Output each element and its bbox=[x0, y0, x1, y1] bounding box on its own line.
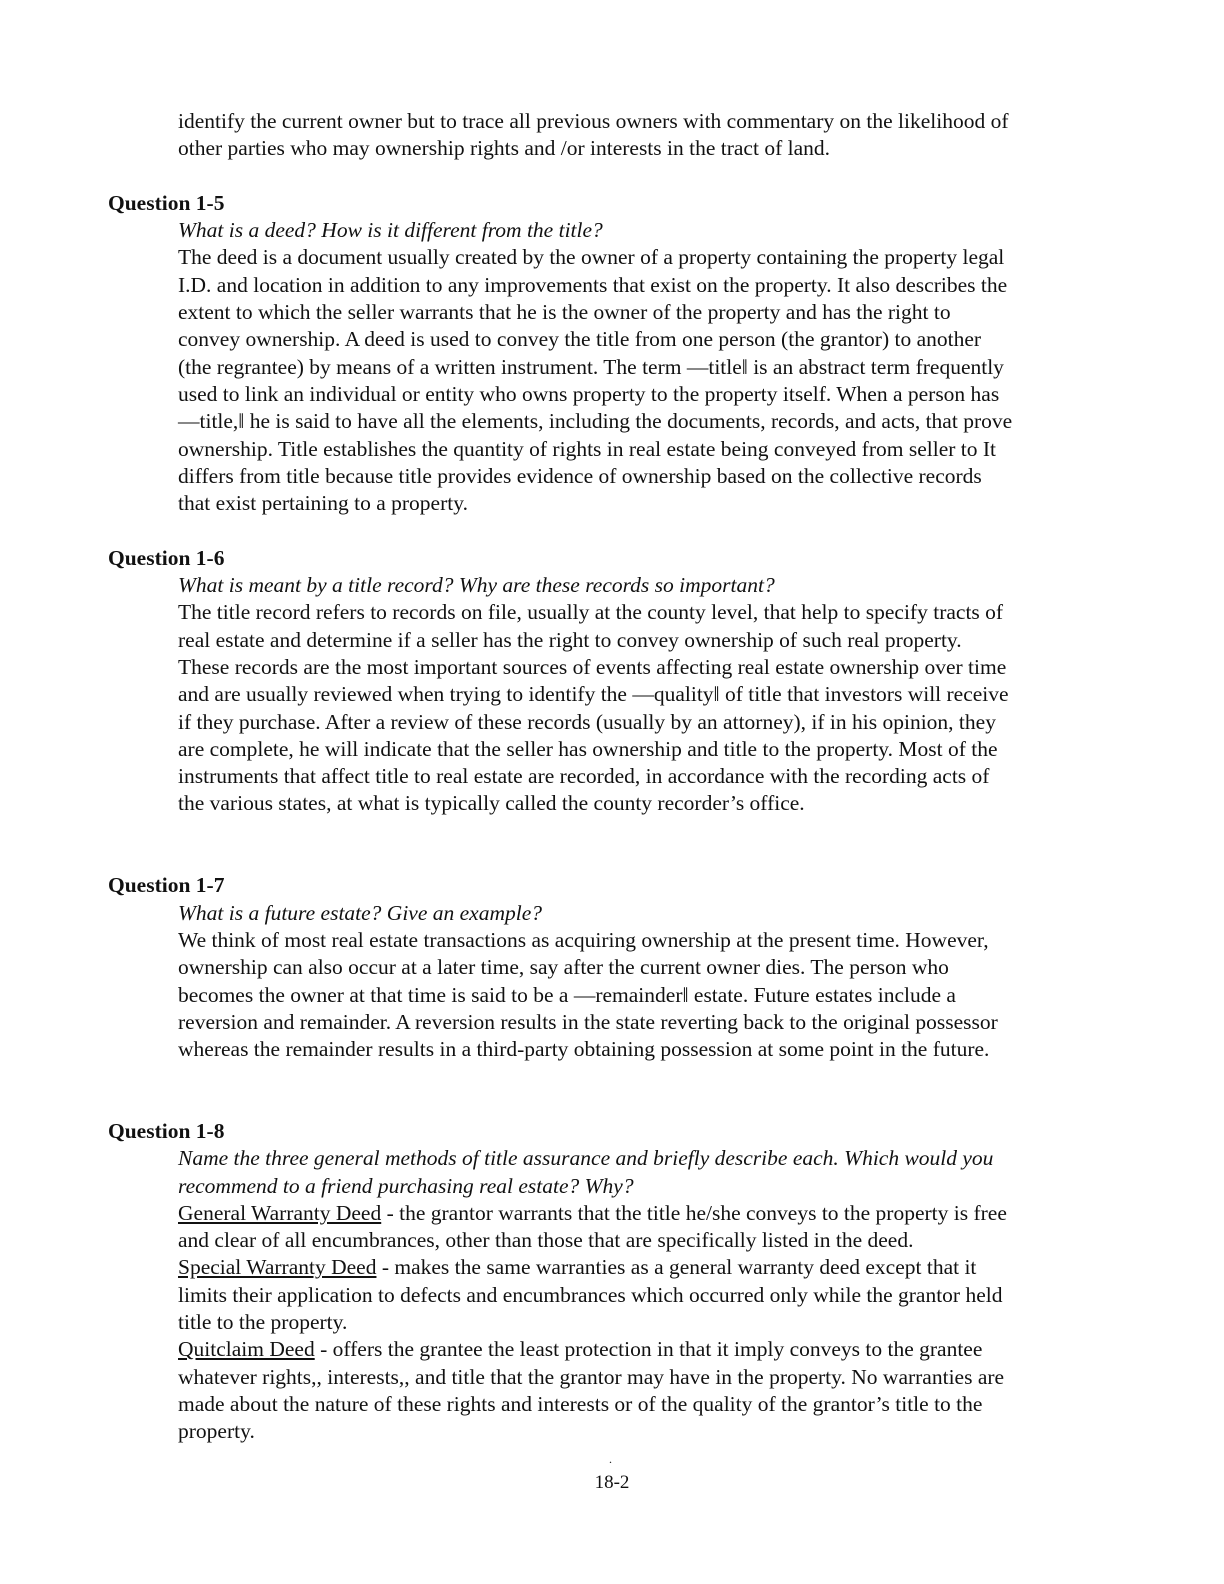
answer-text: - makes the same warranties as a general warranty deed except that it bbox=[376, 1255, 977, 1280]
answer-line: ownership can also occur at a later time, say after the current owner dies. The person who bbox=[178, 955, 949, 980]
answer-line: instruments that affect title to real estate are recorded, in accordance with the recording acts of bbox=[178, 764, 990, 789]
answer-line: ownership. Title establishes the quantity of rights in real estate being conveyed from seller to It bbox=[178, 436, 997, 461]
deed-term: Quitclaim Deed bbox=[178, 1337, 315, 1362]
answer-line: differs from title because title provides evidence of ownership based on the collective records bbox=[178, 463, 982, 488]
question-section-7 bbox=[0, 872, 1224, 1063]
answer-line: We think of most real estate transactions as acquiring ownership at the present time. However, bbox=[178, 927, 989, 952]
answer-line: real estate and determine if a seller has the right to convey ownership of such real property. bbox=[178, 627, 962, 652]
answer-line: the various states, at what is typically called the county recorder’s office. bbox=[178, 791, 805, 816]
question-prompt: What is a future estate? Give an example? bbox=[178, 900, 543, 925]
answer-line: These records are the most important sources of events affecting real estate ownership over time bbox=[178, 654, 1007, 679]
answer-line: extent to which the seller warrants that he is the owner of the property and has the right to bbox=[178, 300, 951, 325]
answer-line: property. bbox=[178, 1419, 255, 1444]
answer-line: The deed is a document usually created by the owner of a property containing the property legal bbox=[178, 245, 1005, 270]
deed-term: General Warranty Deed bbox=[178, 1200, 382, 1225]
answer-line bbox=[0, 1200, 1224, 1227]
question-prompt: Name the three general methods of title assurance and briefly describe each. Which would you bbox=[178, 1146, 994, 1171]
question-heading: Question 1-6 bbox=[108, 545, 225, 570]
question-prompt: recommend to a friend purchasing real estate? Why? bbox=[178, 1173, 634, 1198]
question-heading: Question 1-7 bbox=[108, 873, 225, 898]
answer-line: I.D. and location in addition to any improvements that exist on the property. It also describes the bbox=[178, 272, 1008, 297]
answer-line: convey ownership. A deed is used to convey the title from one person (the grantor) to another bbox=[178, 327, 982, 352]
text-line: identify the current owner but to trace all previous owners with commentary on the likelihood of bbox=[178, 109, 1009, 133]
document-page bbox=[0, 108, 1224, 1446]
question-heading: Question 1-5 bbox=[108, 190, 225, 215]
answer-line: title to the property. bbox=[178, 1310, 348, 1335]
intro-paragraph bbox=[0, 108, 1224, 163]
answer-line bbox=[0, 1254, 1224, 1281]
text-line: other parties who may ownership rights and /or interests in the tract of land. bbox=[178, 136, 831, 161]
question-prompt: What is a deed? How is it different from the title? bbox=[178, 218, 603, 243]
answer-line: if they purchase. After a review of these records (usually by an attorney), if in his opinion, they bbox=[178, 709, 996, 734]
answer-line: whereas the remainder results in a third-party obtaining possession at some point in the future. bbox=[178, 1037, 990, 1062]
question-section-6 bbox=[0, 545, 1224, 818]
deed-term: Special Warranty Deed bbox=[178, 1255, 377, 1280]
answer-line: whatever rights,, interests,, and title that the grantor may have in the property. No warranties are bbox=[178, 1364, 1005, 1389]
answer-text: - offers the grantee the least protection in that it imply conveys to the grantee bbox=[314, 1337, 983, 1362]
answer-line: limits their application to defects and encumbrances which occurred only while the grantor held bbox=[178, 1282, 1003, 1307]
page-number: 18-2 bbox=[594, 1472, 630, 1493]
answer-line: and are usually reviewed when trying to identify the —quality‖ of title that investors will receive bbox=[178, 682, 1009, 707]
answer-line: The title record refers to records on file, usually at the county level, that help to specify tracts of bbox=[178, 600, 1004, 625]
answer-line bbox=[0, 1336, 1224, 1363]
answer-text: - the grantor warrants that the title he/she conveys to the property is free bbox=[381, 1200, 1007, 1225]
answer-line: (the regrantee) by means of a written instrument. The term —title‖ is an abstract term frequently bbox=[178, 354, 1004, 379]
answer-line: used to link an individual or entity who owns property to the property itself. When a person has bbox=[178, 381, 1000, 406]
answer-line: —title,‖ he is said to have all the elements, including the documents, records, and acts, that prove bbox=[178, 409, 1013, 434]
footer-mark: . bbox=[609, 1452, 612, 1466]
answer-line: and clear of all encumbrances, other than those that are specifically listed in the deed. bbox=[178, 1228, 914, 1253]
answer-line: becomes the owner at that time is said to be a —remainder‖ estate. Future estates include a bbox=[178, 982, 956, 1007]
answer-line: reversion and remainder. A reversion results in the state reverting back to the original possessor bbox=[178, 1009, 998, 1034]
question-section-5 bbox=[0, 190, 1224, 518]
answer-line: made about the nature of these rights and interests or of the quality of the grantor’s title to the bbox=[178, 1391, 983, 1416]
question-section-8 bbox=[0, 1118, 1224, 1446]
question-prompt: What is meant by a title record? Why are these records so important? bbox=[178, 573, 775, 598]
question-heading: Question 1-8 bbox=[108, 1118, 225, 1143]
answer-line: are complete, he will indicate that the seller has ownership and title to the property. Most of the bbox=[178, 736, 998, 761]
answer-line: that exist pertaining to a property. bbox=[178, 491, 468, 516]
